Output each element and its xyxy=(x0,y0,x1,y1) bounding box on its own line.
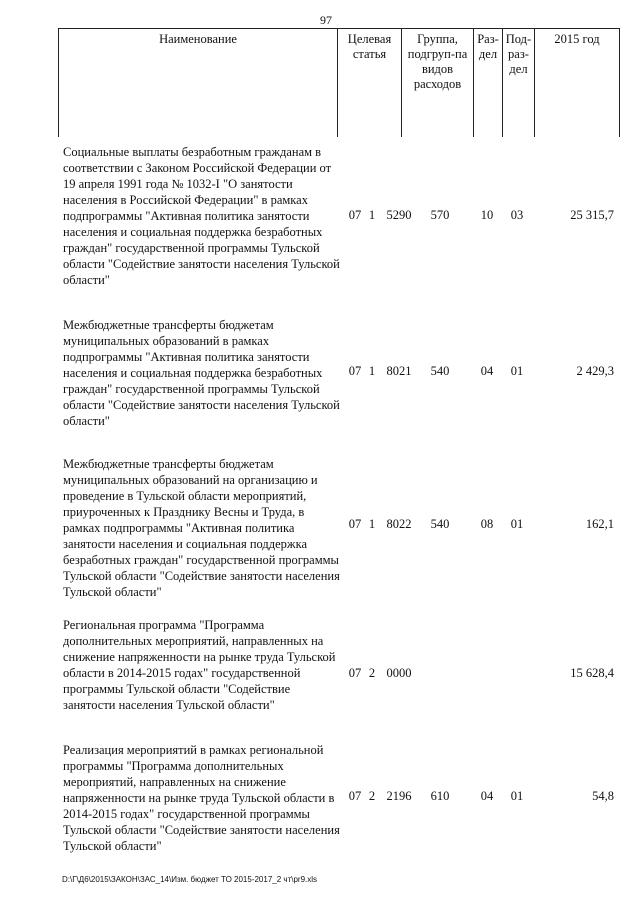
section-code: 04 xyxy=(480,789,494,803)
section-code: 04 xyxy=(480,364,494,378)
target-code-item: 5290 xyxy=(386,208,412,222)
header-group: Группа, подгруп-па видов расходов xyxy=(401,29,473,137)
amount-2015: 162,1 xyxy=(585,517,614,531)
section-code: 10 xyxy=(480,208,494,222)
target-code-program: 07 xyxy=(348,208,362,222)
target-code-subprogram: 1 xyxy=(368,364,376,378)
row-name: Реализация мероприятий в рамках региональной программы "Программа дополнительных мероприятий, направленных на снижение напряженности на рынке труда Тульской области в 2014-2015 годах" государственной программы Тульской области "Содействие занятости населения Тульской области" xyxy=(63,743,340,853)
target-code-subprogram: 1 xyxy=(368,208,376,222)
header-year: 2015 год xyxy=(534,29,619,137)
amount-2015: 54,8 xyxy=(592,789,614,803)
expense-group: 540 xyxy=(430,364,450,378)
target-code-subprogram: 1 xyxy=(368,517,376,531)
subsection-code: 03 xyxy=(510,208,524,222)
target-code-item: 8022 xyxy=(386,517,412,531)
expense-group: 540 xyxy=(430,517,450,531)
target-code-program: 07 xyxy=(348,789,362,803)
target-code-subprogram: 2 xyxy=(368,666,376,680)
subsection-code: 01 xyxy=(510,789,524,803)
section-code: 08 xyxy=(480,517,494,531)
header-section: Раз-дел xyxy=(473,29,502,137)
subsection-code: 01 xyxy=(510,517,524,531)
row-name: Межбюджетные трансферты бюджетам муниципальных образований в рамках подпрограммы "Активная политика занятости населения и социальная поддержка безработных граждан" государственной программы Тульской области "Содействие занятости населения Тульской области" xyxy=(63,318,340,428)
target-code-program: 07 xyxy=(348,517,362,531)
target-code-item: 8021 xyxy=(386,364,412,378)
table-header xyxy=(58,28,620,137)
row-name: Межбюджетные трансферты бюджетам муниципальных образований на организацию и проведение в Тульской области мероприятий, приуроченных к Празднику Весны и Труда, в рамках подпрограммы "Активная политика занятости населения и социальная поддержка безработных граждан" государственной программы Тульской области "Содействие занятости населения Тульской области" xyxy=(63,457,340,599)
expense-group: 610 xyxy=(430,789,450,803)
file-path-footer: D:\Г\Д6\2015\ЗАКОН\ЗАС_14\Изм. бюджет ТО 2015-2017_2 чт\pr9.xls xyxy=(62,875,318,884)
expense-group: 570 xyxy=(430,208,450,222)
header-name: Наименование xyxy=(159,32,237,46)
header-subsection: Под-раз-дел xyxy=(502,29,534,137)
target-code-item: 2196 xyxy=(386,789,412,803)
target-code-subprogram: 2 xyxy=(368,789,376,803)
amount-2015: 25 315,7 xyxy=(570,208,614,222)
target-code-program: 07 xyxy=(348,364,362,378)
subsection-code: 01 xyxy=(510,364,524,378)
row-name: Региональная программа "Программа дополнительных мероприятий, направленных на снижение напряженности на рынке труда Тульской области в 2014-2015 годах" государственной программы Тульской области "Содействие занятости населения Тульской области" xyxy=(63,618,336,712)
amount-2015: 15 628,4 xyxy=(570,666,614,680)
header-target: Целевая статья xyxy=(337,29,401,137)
row-name: Социальные выплаты безработным гражданам в соответствии с Законом Российской Федерации от 19 апреля 1991 года № 1032-I "О занятости населения в Российской Федерации" в рамках подпрограммы "Активная политика занятости населения и социальная поддержка безработных граждан" государственной программы Тульской области "Содействие занятости населения Тульской области" xyxy=(63,145,340,287)
page-number: 97 xyxy=(320,13,332,27)
target-code-program: 07 xyxy=(348,666,362,680)
amount-2015: 2 429,3 xyxy=(576,364,614,378)
target-code-item: 0000 xyxy=(386,666,412,680)
